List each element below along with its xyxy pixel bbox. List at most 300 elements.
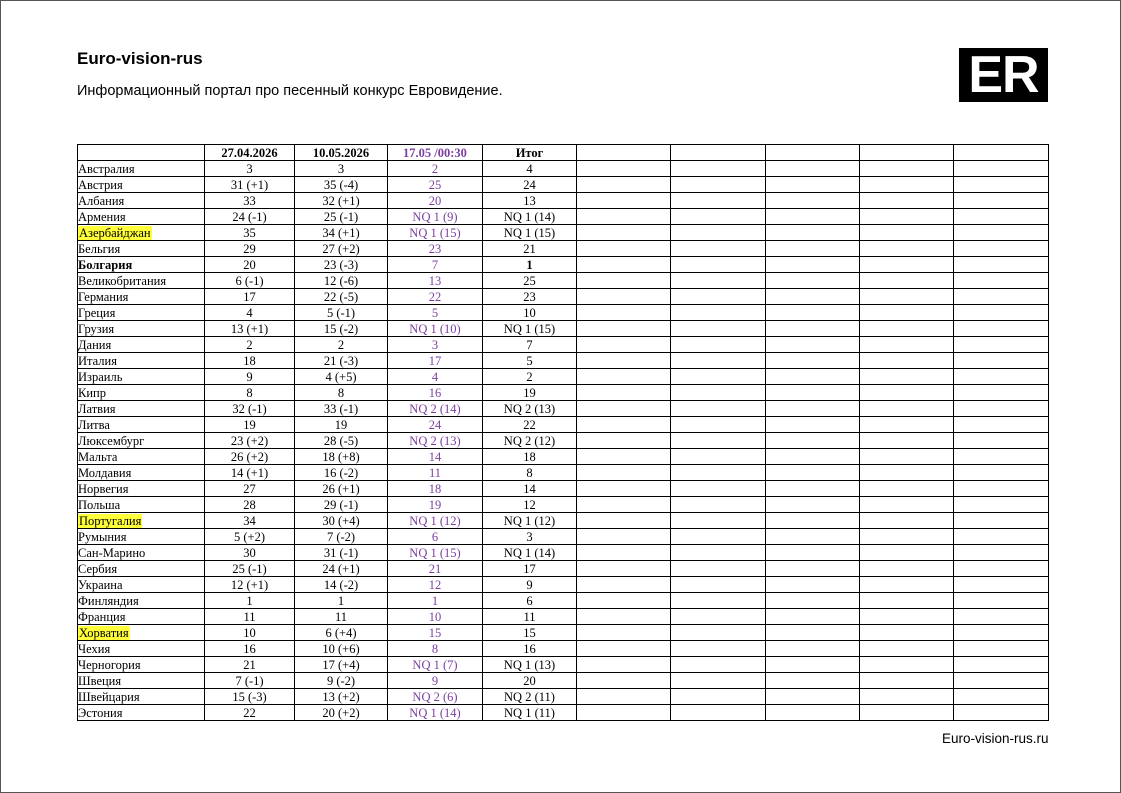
- empty-cell: [954, 417, 1049, 433]
- rank-cell-date-3: NQ 2 (6): [388, 689, 483, 705]
- empty-cell: [766, 353, 860, 369]
- table-row: [78, 513, 1049, 529]
- empty-cell: [860, 545, 954, 561]
- empty-cell: [671, 305, 766, 321]
- empty-cell: [954, 337, 1049, 353]
- empty-cell: [671, 433, 766, 449]
- empty-cell: [671, 705, 766, 721]
- rank-cell-date-2: 31 (-1): [295, 545, 388, 561]
- empty-cell: [766, 321, 860, 337]
- empty-cell: [671, 593, 766, 609]
- ratings-table: [77, 144, 1049, 721]
- empty-cell: [766, 193, 860, 209]
- country-name: Греция: [78, 305, 116, 320]
- rank-cell-date-1: 4: [205, 305, 295, 321]
- empty-cell: [577, 433, 671, 449]
- rank-cell-date-3: NQ 1 (9): [388, 209, 483, 225]
- header-date-3: 17.05 /00:30: [388, 145, 483, 161]
- header-empty: [954, 145, 1049, 161]
- country-name: Австралия: [78, 161, 135, 176]
- country-cell: [78, 609, 205, 625]
- rank-cell-date-2: 7 (-2): [295, 529, 388, 545]
- empty-cell: [860, 481, 954, 497]
- empty-cell: [954, 305, 1049, 321]
- rank-cell-date-3: NQ 1 (15): [388, 545, 483, 561]
- empty-cell: [766, 481, 860, 497]
- rank-cell-date-3: 5: [388, 305, 483, 321]
- country-name: Чехия: [78, 641, 111, 656]
- empty-cell: [577, 497, 671, 513]
- empty-cell: [577, 241, 671, 257]
- empty-cell: [766, 449, 860, 465]
- empty-cell: [954, 481, 1049, 497]
- header-empty: [766, 145, 860, 161]
- rank-cell-total: 6: [483, 593, 577, 609]
- empty-cell: [766, 369, 860, 385]
- empty-cell: [577, 641, 671, 657]
- country-name: Норвегия: [78, 481, 129, 496]
- empty-cell: [671, 273, 766, 289]
- country-cell: [78, 657, 205, 673]
- rank-cell-date-1: 19: [205, 417, 295, 433]
- empty-cell: [860, 641, 954, 657]
- empty-cell: [671, 625, 766, 641]
- empty-cell: [577, 337, 671, 353]
- table-row: [78, 529, 1049, 545]
- table-row: [78, 353, 1049, 369]
- empty-cell: [766, 561, 860, 577]
- empty-cell: [766, 161, 860, 177]
- empty-cell: [671, 321, 766, 337]
- table-row: [78, 177, 1049, 193]
- rank-cell-date-1: 21: [205, 657, 295, 673]
- country-name: Болгария: [78, 257, 133, 272]
- empty-cell: [860, 513, 954, 529]
- rank-cell-date-1: 22: [205, 705, 295, 721]
- rank-cell-date-1: 30: [205, 545, 295, 561]
- empty-cell: [954, 689, 1049, 705]
- rank-cell-total: 15: [483, 625, 577, 641]
- empty-cell: [954, 641, 1049, 657]
- rank-cell-date-1: 25 (-1): [205, 561, 295, 577]
- empty-cell: [577, 401, 671, 417]
- country-cell: [78, 545, 205, 561]
- rank-cell-total: 8: [483, 465, 577, 481]
- rank-cell-total: 14: [483, 481, 577, 497]
- empty-cell: [671, 257, 766, 273]
- empty-cell: [766, 433, 860, 449]
- table-row: [78, 417, 1049, 433]
- country-name: Мальта: [78, 449, 118, 464]
- empty-cell: [860, 321, 954, 337]
- rank-cell-date-3: NQ 1 (7): [388, 657, 483, 673]
- rank-cell-total: 19: [483, 385, 577, 401]
- rank-cell-date-2: 4 (+5): [295, 369, 388, 385]
- table-row: [78, 673, 1049, 689]
- rank-cell-date-1: 28: [205, 497, 295, 513]
- country-name: Дания: [78, 337, 112, 352]
- empty-cell: [766, 513, 860, 529]
- table-row: [78, 273, 1049, 289]
- rank-cell-total: 9: [483, 577, 577, 593]
- country-name: Швеция: [78, 673, 122, 688]
- empty-cell: [860, 433, 954, 449]
- rank-cell-total: 25: [483, 273, 577, 289]
- rank-cell-total: 18: [483, 449, 577, 465]
- country-cell: [78, 353, 205, 369]
- rank-cell-total: NQ 1 (12): [483, 513, 577, 529]
- empty-cell: [860, 177, 954, 193]
- rank-cell-total: NQ 1 (14): [483, 545, 577, 561]
- empty-cell: [577, 513, 671, 529]
- empty-cell: [860, 225, 954, 241]
- rank-cell-date-2: 12 (-6): [295, 273, 388, 289]
- rank-cell-date-2: 11: [295, 609, 388, 625]
- empty-cell: [766, 705, 860, 721]
- empty-cell: [577, 257, 671, 273]
- country-cell: [78, 593, 205, 609]
- country-cell: [78, 273, 205, 289]
- empty-cell: [954, 289, 1049, 305]
- rank-cell-date-2: 16 (-2): [295, 465, 388, 481]
- table-row: [78, 465, 1049, 481]
- table-body: [78, 161, 1049, 721]
- empty-cell: [766, 289, 860, 305]
- empty-cell: [860, 689, 954, 705]
- empty-cell: [577, 481, 671, 497]
- empty-cell: [860, 577, 954, 593]
- country-name: Австрия: [78, 177, 123, 192]
- table-row: [78, 481, 1049, 497]
- empty-cell: [671, 337, 766, 353]
- empty-cell: [954, 193, 1049, 209]
- empty-cell: [671, 689, 766, 705]
- table-row: [78, 305, 1049, 321]
- rank-cell-date-2: 8: [295, 385, 388, 401]
- rank-cell-total: NQ 2 (11): [483, 689, 577, 705]
- country-name: Швейцария: [78, 689, 140, 704]
- rank-cell-total: 4: [483, 161, 577, 177]
- rank-cell-date-3: 10: [388, 609, 483, 625]
- rank-cell-date-1: 15 (-3): [205, 689, 295, 705]
- empty-cell: [577, 385, 671, 401]
- rank-cell-date-1: 2: [205, 337, 295, 353]
- rank-cell-date-2: 22 (-5): [295, 289, 388, 305]
- empty-cell: [766, 625, 860, 641]
- empty-cell: [671, 449, 766, 465]
- empty-cell: [954, 673, 1049, 689]
- rank-cell-date-3: NQ 1 (14): [388, 705, 483, 721]
- empty-cell: [577, 305, 671, 321]
- empty-cell: [766, 209, 860, 225]
- rank-cell-date-2: 34 (+1): [295, 225, 388, 241]
- empty-cell: [577, 561, 671, 577]
- empty-cell: [766, 577, 860, 593]
- empty-cell: [954, 385, 1049, 401]
- empty-cell: [671, 161, 766, 177]
- empty-cell: [577, 417, 671, 433]
- country-cell: [78, 337, 205, 353]
- empty-cell: [954, 609, 1049, 625]
- country-cell: [78, 193, 205, 209]
- rank-cell-total: 10: [483, 305, 577, 321]
- rank-cell-total: 20: [483, 673, 577, 689]
- empty-cell: [671, 545, 766, 561]
- rank-cell-date-3: 3: [388, 337, 483, 353]
- empty-cell: [766, 177, 860, 193]
- empty-cell: [860, 705, 954, 721]
- country-name: Португалия: [79, 513, 142, 528]
- empty-cell: [954, 625, 1049, 641]
- empty-cell: [671, 401, 766, 417]
- rank-cell-date-3: 24: [388, 417, 483, 433]
- table-row: [78, 497, 1049, 513]
- rank-cell-date-1: 3: [205, 161, 295, 177]
- country-name: Люксембург: [78, 433, 145, 448]
- country-cell: [78, 481, 205, 497]
- rank-cell-date-2: 28 (-5): [295, 433, 388, 449]
- empty-cell: [954, 513, 1049, 529]
- header-date-2: 10.05.2026: [295, 145, 388, 161]
- empty-cell: [671, 193, 766, 209]
- rank-cell-date-3: 7: [388, 257, 483, 273]
- empty-cell: [954, 257, 1049, 273]
- empty-cell: [766, 465, 860, 481]
- empty-cell: [671, 657, 766, 673]
- empty-cell: [766, 657, 860, 673]
- rank-cell-date-3: 12: [388, 577, 483, 593]
- rank-cell-date-3: 20: [388, 193, 483, 209]
- table-row: [78, 657, 1049, 673]
- empty-cell: [577, 673, 671, 689]
- rank-cell-date-2: 2: [295, 337, 388, 353]
- country-name: Румыния: [78, 529, 127, 544]
- empty-cell: [860, 209, 954, 225]
- footer-site-name: Euro-vision-rus.ru: [942, 731, 1049, 746]
- empty-cell: [954, 593, 1049, 609]
- country-cell: [78, 305, 205, 321]
- country-cell: [78, 689, 205, 705]
- empty-cell: [954, 353, 1049, 369]
- rank-cell-date-1: 5 (+2): [205, 529, 295, 545]
- empty-cell: [671, 417, 766, 433]
- empty-cell: [954, 657, 1049, 673]
- empty-cell: [954, 161, 1049, 177]
- rank-cell-date-3: 13: [388, 273, 483, 289]
- empty-cell: [671, 481, 766, 497]
- table-row: [78, 369, 1049, 385]
- country-cell: [78, 385, 205, 401]
- country-cell: [78, 625, 205, 641]
- rank-cell-total: 11: [483, 609, 577, 625]
- table-row: [78, 449, 1049, 465]
- country-cell: [78, 449, 205, 465]
- rank-cell-date-1: 34: [205, 513, 295, 529]
- rank-cell-date-1: 17: [205, 289, 295, 305]
- rank-cell-total: 12: [483, 497, 577, 513]
- rank-cell-date-3: 19: [388, 497, 483, 513]
- empty-cell: [860, 673, 954, 689]
- empty-cell: [860, 561, 954, 577]
- rank-cell-total: 24: [483, 177, 577, 193]
- country-cell: [78, 241, 205, 257]
- empty-cell: [671, 577, 766, 593]
- empty-cell: [860, 449, 954, 465]
- rank-cell-date-2: 19: [295, 417, 388, 433]
- rank-cell-date-2: 9 (-2): [295, 673, 388, 689]
- empty-cell: [577, 161, 671, 177]
- rank-cell-date-1: 26 (+2): [205, 449, 295, 465]
- rank-cell-date-1: 11: [205, 609, 295, 625]
- rank-cell-total: 5: [483, 353, 577, 369]
- empty-cell: [577, 289, 671, 305]
- rank-cell-total: 22: [483, 417, 577, 433]
- rank-cell-total: 1: [483, 257, 577, 273]
- table-row: [78, 321, 1049, 337]
- empty-cell: [671, 465, 766, 481]
- rank-cell-date-1: 14 (+1): [205, 465, 295, 481]
- table-row: [78, 289, 1049, 305]
- rank-cell-date-3: 6: [388, 529, 483, 545]
- empty-cell: [577, 321, 671, 337]
- empty-cell: [954, 225, 1049, 241]
- country-cell: [78, 705, 205, 721]
- empty-cell: [860, 305, 954, 321]
- header-date-1: 27.04.2026: [205, 145, 295, 161]
- rank-cell-date-3: 21: [388, 561, 483, 577]
- country-name: Сербия: [78, 561, 118, 576]
- empty-cell: [766, 593, 860, 609]
- empty-cell: [766, 257, 860, 273]
- country-cell: [78, 433, 205, 449]
- rank-cell-total: 7: [483, 337, 577, 353]
- rank-cell-date-3: 23: [388, 241, 483, 257]
- rank-cell-total: 2: [483, 369, 577, 385]
- country-cell: [78, 177, 205, 193]
- table-row: [78, 705, 1049, 721]
- empty-cell: [671, 609, 766, 625]
- country-name: Эстония: [78, 705, 123, 720]
- empty-cell: [671, 529, 766, 545]
- table-row: [78, 161, 1049, 177]
- country-name: Украина: [78, 577, 123, 592]
- table-row: [78, 625, 1049, 641]
- empty-cell: [954, 577, 1049, 593]
- table-row: [78, 225, 1049, 241]
- empty-cell: [860, 529, 954, 545]
- rank-cell-date-1: 7 (-1): [205, 673, 295, 689]
- empty-cell: [860, 273, 954, 289]
- empty-cell: [860, 497, 954, 513]
- country-name: Бельгия: [78, 241, 121, 256]
- rank-cell-date-2: 30 (+4): [295, 513, 388, 529]
- empty-cell: [954, 561, 1049, 577]
- rank-cell-date-3: 17: [388, 353, 483, 369]
- rank-cell-date-2: 18 (+8): [295, 449, 388, 465]
- rank-cell-date-1: 12 (+1): [205, 577, 295, 593]
- table-header-row: [78, 145, 1049, 161]
- empty-cell: [954, 241, 1049, 257]
- rank-cell-date-3: NQ 1 (12): [388, 513, 483, 529]
- empty-cell: [954, 401, 1049, 417]
- rank-cell-date-1: 35: [205, 225, 295, 241]
- rank-cell-date-3: NQ 2 (14): [388, 401, 483, 417]
- rank-cell-date-3: 22: [388, 289, 483, 305]
- rank-cell-date-2: 6 (+4): [295, 625, 388, 641]
- table-row: [78, 593, 1049, 609]
- table-row: [78, 337, 1049, 353]
- rank-cell-date-3: 11: [388, 465, 483, 481]
- empty-cell: [577, 577, 671, 593]
- rank-cell-date-2: 14 (-2): [295, 577, 388, 593]
- empty-cell: [954, 273, 1049, 289]
- empty-cell: [577, 465, 671, 481]
- empty-cell: [577, 273, 671, 289]
- table-row: [78, 689, 1049, 705]
- rank-cell-date-2: 10 (+6): [295, 641, 388, 657]
- empty-cell: [860, 465, 954, 481]
- empty-cell: [954, 449, 1049, 465]
- table-row: [78, 257, 1049, 273]
- empty-cell: [860, 161, 954, 177]
- rank-cell-date-3: 16: [388, 385, 483, 401]
- rank-cell-date-2: 17 (+4): [295, 657, 388, 673]
- empty-cell: [954, 705, 1049, 721]
- rank-cell-total: NQ 1 (13): [483, 657, 577, 673]
- empty-cell: [860, 353, 954, 369]
- empty-cell: [766, 241, 860, 257]
- country-name: Сан-Марино: [78, 545, 146, 560]
- rank-cell-date-2: 24 (+1): [295, 561, 388, 577]
- country-cell: [78, 465, 205, 481]
- empty-cell: [766, 529, 860, 545]
- country-cell: [78, 401, 205, 417]
- rank-cell-date-3: 25: [388, 177, 483, 193]
- rank-cell-date-2: 21 (-3): [295, 353, 388, 369]
- country-cell: [78, 225, 205, 241]
- rank-cell-total: NQ 1 (14): [483, 209, 577, 225]
- table-row: [78, 401, 1049, 417]
- empty-cell: [577, 529, 671, 545]
- country-name: Черногория: [78, 657, 141, 672]
- empty-cell: [766, 689, 860, 705]
- empty-cell: [671, 673, 766, 689]
- country-name: Албания: [78, 193, 125, 208]
- empty-cell: [860, 593, 954, 609]
- empty-cell: [954, 321, 1049, 337]
- rank-cell-date-1: 8: [205, 385, 295, 401]
- rank-cell-date-2: 20 (+2): [295, 705, 388, 721]
- empty-cell: [671, 353, 766, 369]
- rank-cell-total: NQ 2 (12): [483, 433, 577, 449]
- rank-cell-total: 3: [483, 529, 577, 545]
- rank-cell-date-1: 9: [205, 369, 295, 385]
- rank-cell-date-3: 9: [388, 673, 483, 689]
- header-empty: [577, 145, 671, 161]
- empty-cell: [577, 193, 671, 209]
- empty-cell: [766, 417, 860, 433]
- country-name: Финляндия: [78, 593, 139, 608]
- rank-cell-date-3: NQ 1 (10): [388, 321, 483, 337]
- country-name: Италия: [78, 353, 117, 368]
- country-cell: [78, 209, 205, 225]
- empty-cell: [766, 545, 860, 561]
- rank-cell-total: 23: [483, 289, 577, 305]
- rank-cell-date-2: 3: [295, 161, 388, 177]
- country-name: Великобритания: [78, 273, 167, 288]
- rank-cell-date-3: 8: [388, 641, 483, 657]
- er-logo: ER: [959, 48, 1048, 102]
